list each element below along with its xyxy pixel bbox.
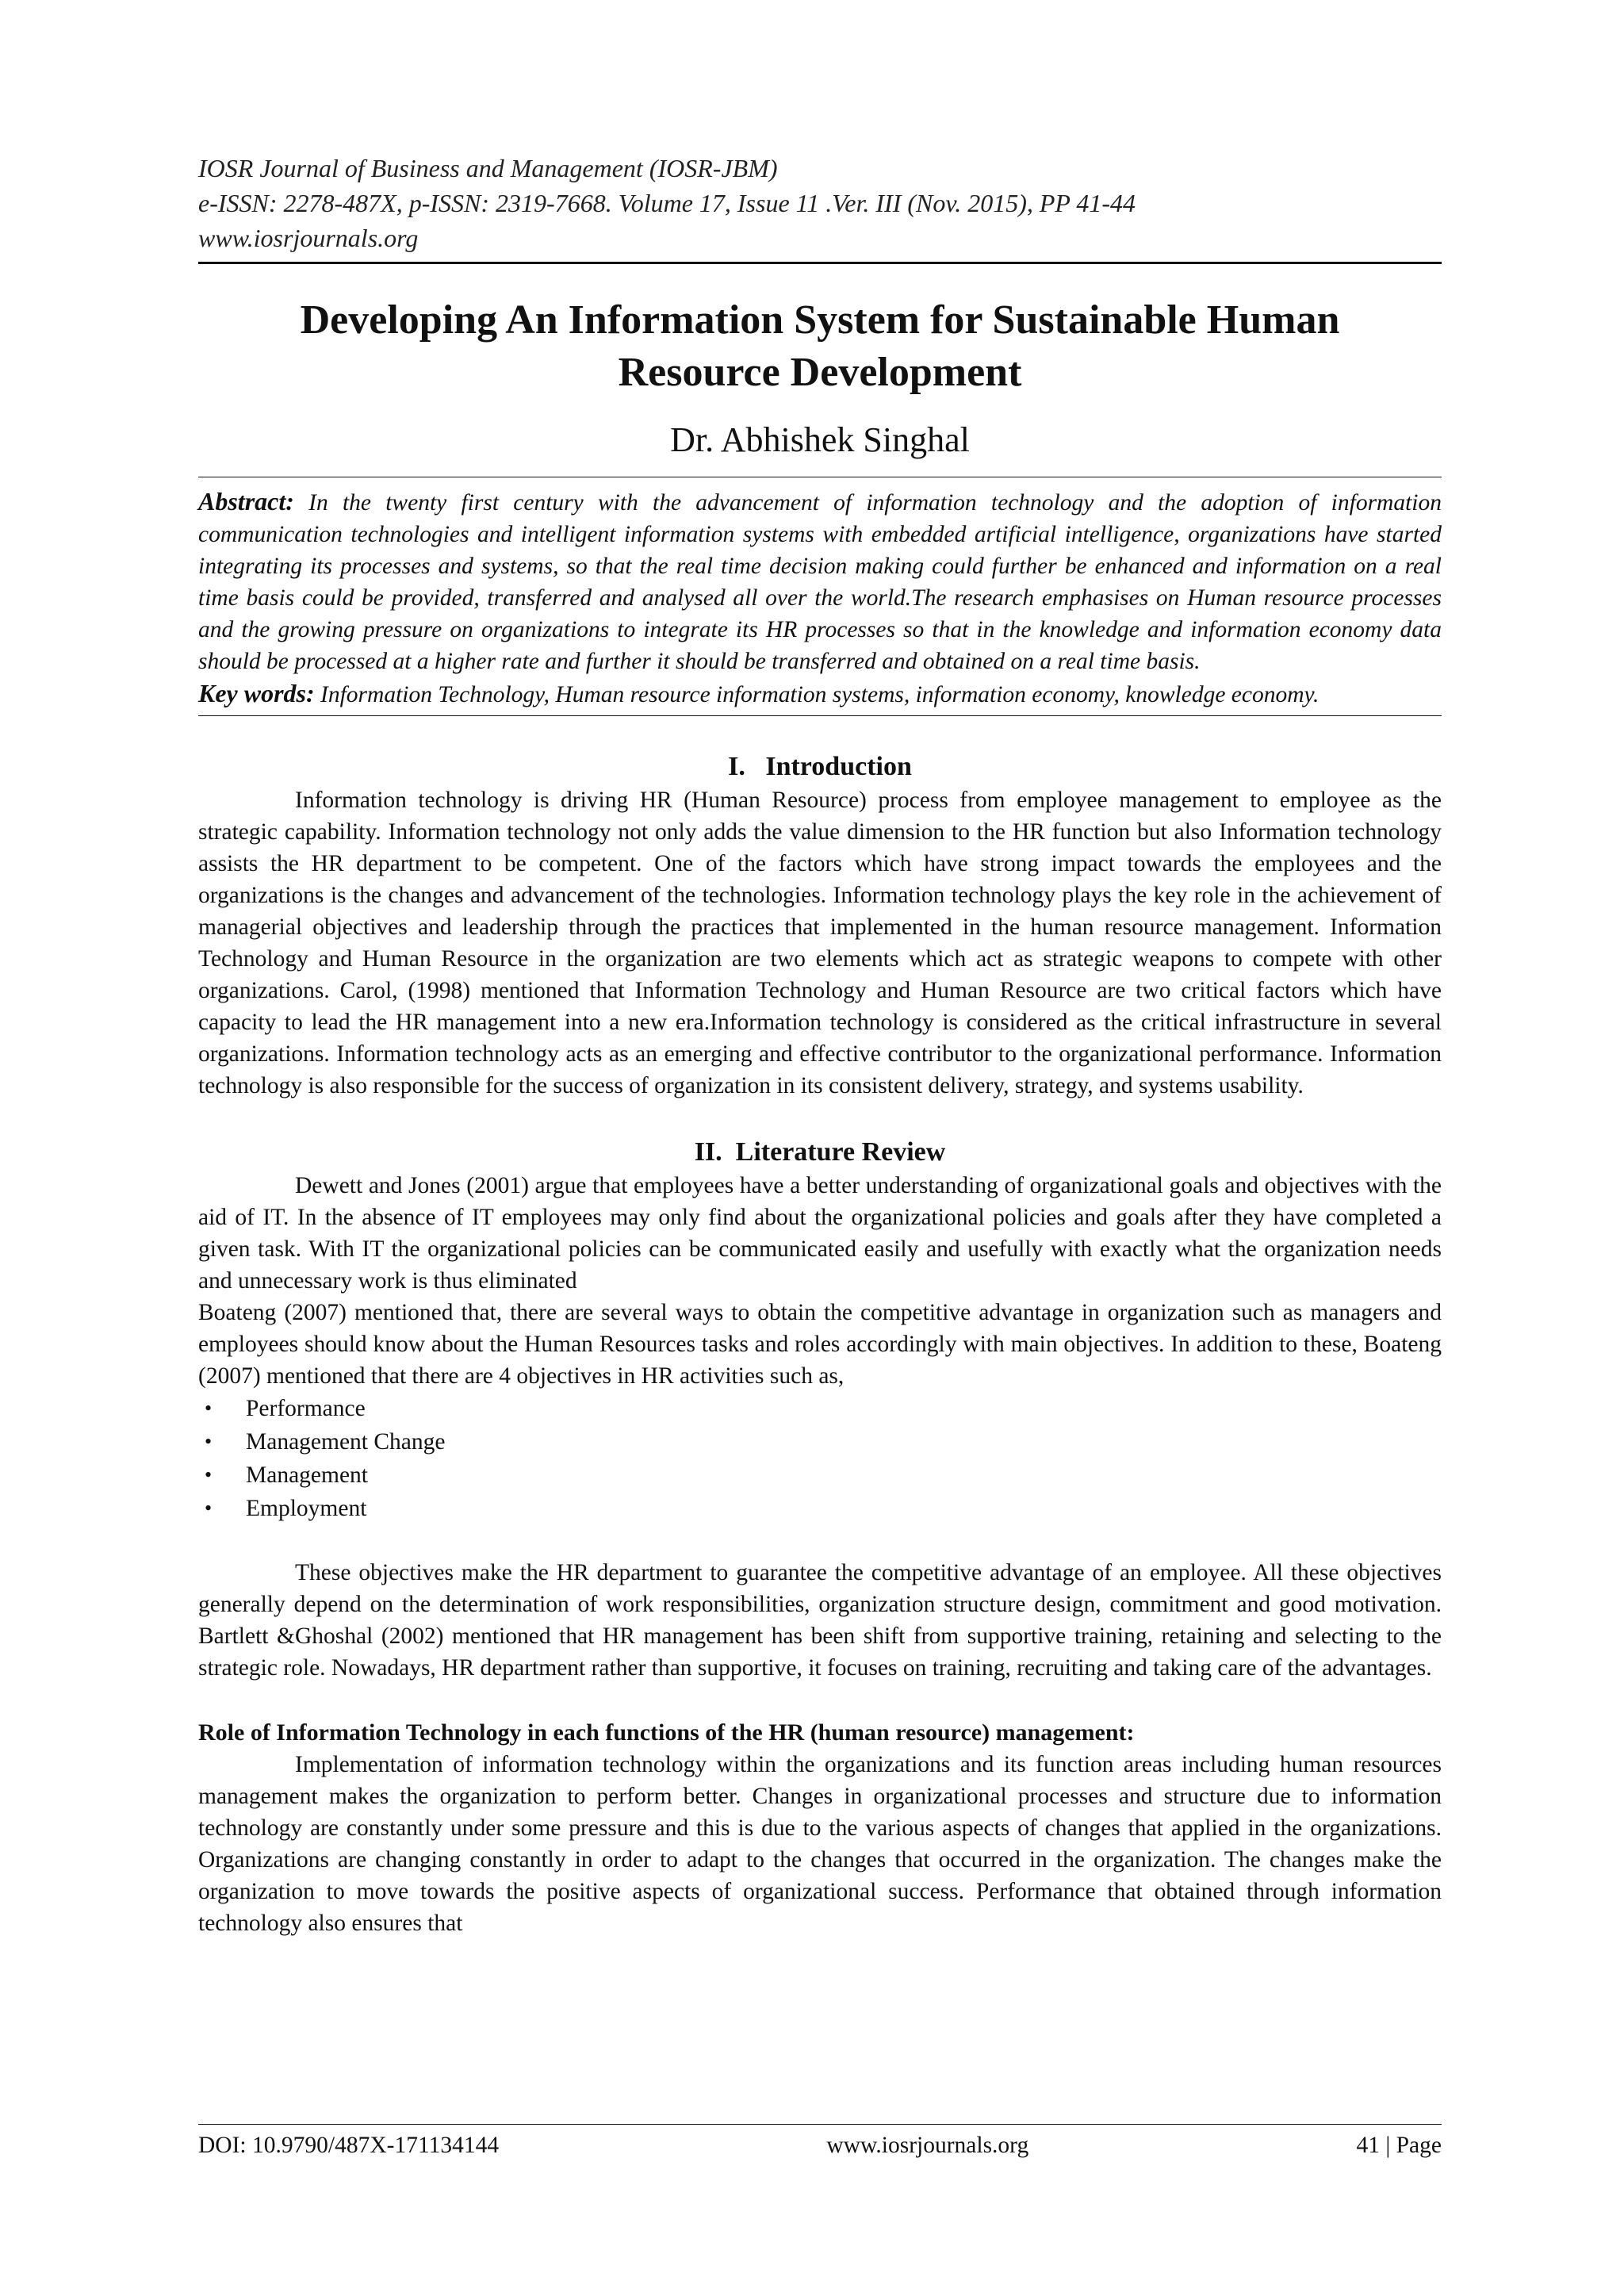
introduction-paragraph: Information technology is driving HR (Human Resource) process from employee management to employee as the strategic capability. Information technology not only adds the value dimension to the HR function but also Information technology assists the HR department to be competent. One of the factors which have strong impact towards the employees and the organizations is the changes and advancement of the technologies. Information technology plays the key role in the achievement of managerial objectives and leadership through the practices that implemented in the human resource management. Information Technology and Human Resource in the organization are two elements which act as strategic weapons to compete with other organizations. Carol, (1998) mentioned that Information Technology and Human Resource are two critical factors which have capacity to lead the HR management into a new era.Information technology is considered as the critical infrastructure in several organizations. Information technology acts as an emerging and effective contributor to the organizational performance. Information technology is also responsible for the success of organization in its consistent delivery, strategy, and systems usability. [198,788,1442,1098]
header-rule [198,262,1442,264]
literature-paragraph-3: These objectives make the HR department to guarantee the competitive advantage of an employee. All these objectives generally depend on the determination of work responsibilities, organization structure design, commitment and good motivation. Bartlett &Ghoshal (2002) mentioned that HR management has been shift from supportive training, retaining and selecting to the strategic role. Nowadays, HR department rather than supportive, it focuses on training, recruiting and taking care of the advantages. [198,1560,1442,1681]
footer-website: www.iosrjournals.org [826,2133,1029,2158]
abstract-block [198,477,1442,711]
literature-paragraph-2: Boateng (2007) mentioned that, there are several ways to obtain the competitive advantage in organization such as managers and employees should know about the Human Resources tasks and roles accordingly with main objectives. In addition to these, Boateng (2007) mentioned that there are 4 objectives in HR activities such as, [198,1300,1442,1389]
journal-website: www.iosrjournals.org [198,224,419,252]
list-item: • Management [198,1458,1442,1492]
role-paragraph: Implementation of information technology within the organizations and its function areas including human resources management makes the organization to perform better. Changes in organizational processes and structure due to information technology are constantly under some pressure and this is due to the various aspects of changes that applied in the organizations. Organizations are changing constantly in order to adapt to the changes that occurred in the organization. The changes make the organization to move towards the positive aspects of organizational success. Performance that obtained through information technology also ensures that [198,1752,1442,1936]
objectives-list [198,1392,1442,1525]
section-heading-literature-review: II. Literature Review [694,1137,946,1167]
title-line-2: Resource Development [618,350,1022,395]
page-footer [198,2124,1442,2161]
keywords [198,677,1442,711]
literature-paragraph-1: Dewett and Jones (2001) argue that employees have a better understanding of organizational goals and objectives with the aid of IT. In the absence of IT employees may only find about the organizational policies and goals after they have completed a given task. With IT the organizational policies can be communicated easily and usefully with exactly what the organization needs and unnecessary work is thus eliminated [198,1173,1442,1294]
paper-title [198,294,1442,399]
footer-page-number: 41 | Page [1356,2133,1442,2158]
journal-name: IOSR Journal of Business and Management (IOSR-JBM) [198,154,778,182]
subsection-heading-role-of-it: Role of Information Technology in each functions of the HR (human resource) management: [198,1719,1135,1746]
list-item: • Employment [198,1492,1442,1525]
section-heading-introduction: I. Introduction [728,752,912,781]
bullet-icon: • [205,1497,213,1520]
journal-header [198,151,1442,255]
abstract-text: In the twenty first century with the advancement of information technology and the adoption of information communication technologies and intelligent information systems with embedded artificial intelligence, organizations have started integrating its processes and systems, so that the real time decision making could further be enhanced and information on a real time basis could be provided, transferred and analysed all over the world.The research emphasises on Human resource processes and the growing pressure on organizations to integrate its HR processes so that in the knowledge and information economy data should be processed at a higher rate and further it should be transferred and obtained on a real time basis. [198,490,1442,674]
bullet-icon: • [205,1397,213,1420]
author-name: Dr. Abhishek Singhal [670,420,970,459]
footer-doi: DOI: 10.9790/487X-171134144 [198,2133,500,2158]
list-item: • Management Change [198,1425,1442,1458]
issn-line: e-ISSN: 2278-487X, p-ISSN: 2319-7668. Volume 17, Issue 11 .Ver. III (Nov. 2015), PP 41-44 [198,189,1136,217]
title-line-1: Developing An Information System for Sustainable Human [300,297,1340,343]
paper-page [198,151,1442,1939]
list-item: • Performance [198,1392,1442,1425]
keywords-label: Key words: [198,679,315,707]
bullet-icon: • [205,1463,213,1486]
bullet-icon: • [205,1430,213,1453]
abstract-label: Abstract: [198,487,294,516]
abstract [198,485,1442,677]
keywords-text: Information Technology, Human resource information systems, information economy, knowledge economy. [314,682,1320,707]
abstract-bottom-rule [198,715,1442,716]
